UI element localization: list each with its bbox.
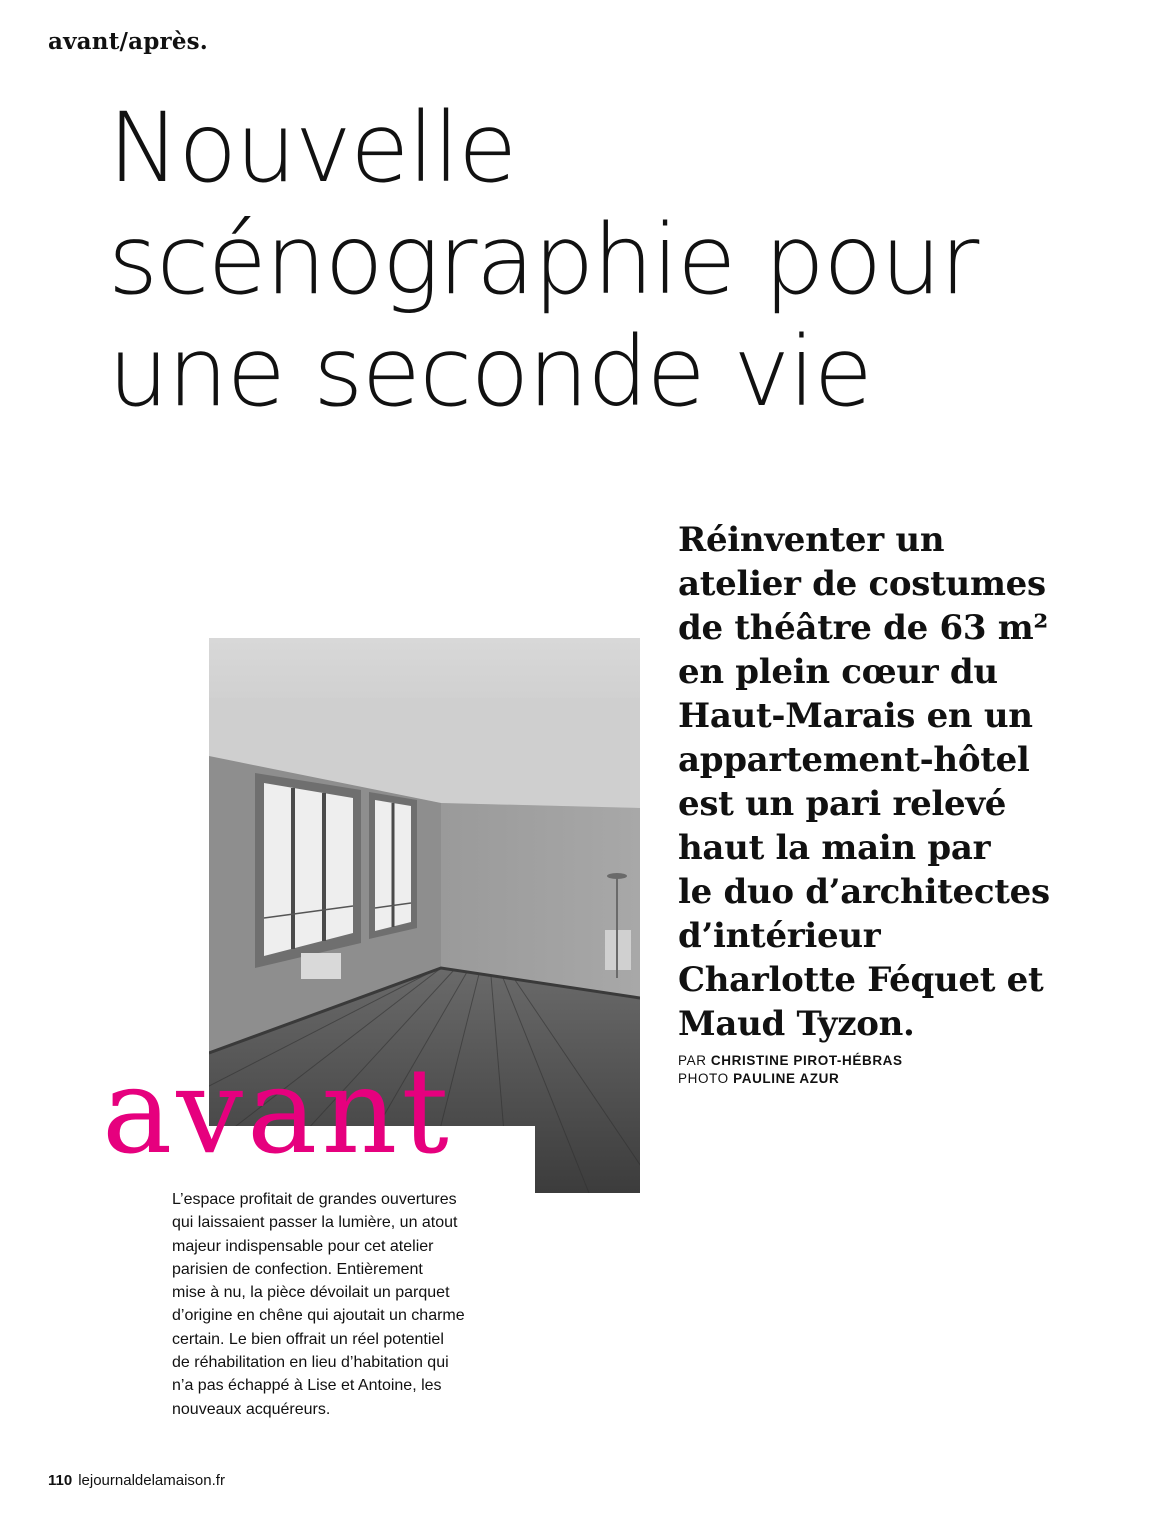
website-link[interactable]: lejournaldelamaison.fr <box>78 1472 225 1489</box>
caption-line: L’espace profitait de grandes ouvertures <box>172 1191 457 1208</box>
photo-caption <box>172 1188 522 1421</box>
caption-line: majeur indispensable pour cet atelier <box>172 1237 434 1255</box>
intro-line: est un pari relevé <box>678 784 1007 824</box>
caption-line: parisien de confection. Entièrement <box>172 1260 423 1278</box>
photographer-name: PAULINE AZUR <box>733 1071 840 1086</box>
intro-line: le duo d’architectes <box>678 872 1050 912</box>
byline <box>678 1052 903 1088</box>
caption-line: mise à nu, la pièce dévoilait un parquet <box>172 1284 450 1302</box>
caption-line: certain. Le bien offrait un réel potentiel <box>172 1330 444 1348</box>
photo-label: PHOTO <box>678 1071 729 1086</box>
intro-line: Réinventer un <box>678 520 945 560</box>
intro-line: de théâtre de 63 m² <box>678 608 1048 648</box>
intro-line: Maud Tyzon. <box>678 1004 915 1044</box>
intro-line: atelier de costumes <box>678 564 1046 604</box>
section-rubric: avant/après. <box>48 28 209 55</box>
caption-line: nouveaux acquéreurs. <box>172 1400 331 1418</box>
avant-label: avant <box>102 1042 453 1180</box>
author-label: PAR <box>678 1053 707 1068</box>
intro-line: Haut-Marais en un <box>678 696 1033 736</box>
page-footer <box>48 1472 225 1489</box>
caption-line: de réhabilitation en lieu d’habitation qui <box>172 1354 449 1372</box>
intro-line: en plein cœur du <box>678 652 998 692</box>
intro-line: appartement-hôtel <box>678 740 1030 780</box>
caption-line: qui laissaient passer la lumière, un atout <box>172 1214 458 1232</box>
intro-paragraph <box>678 518 1158 1046</box>
caption-line: d’origine en chêne qui ajoutait un charme <box>172 1307 465 1325</box>
author-credit <box>678 1052 903 1070</box>
headline-line: scénographie pour <box>108 204 978 316</box>
photo-credit <box>678 1070 903 1088</box>
page-headline <box>108 92 1148 428</box>
headline-line: une seconde vie <box>108 316 872 428</box>
intro-line: haut la main par <box>678 828 991 868</box>
headline-line: Nouvelle <box>108 92 516 204</box>
intro-line: d’intérieur <box>678 916 881 956</box>
author-name: CHRISTINE PIROT-HÉBRAS <box>710 1053 903 1068</box>
intro-line: Charlotte Féquet et <box>678 960 1044 1000</box>
page-number: 110 <box>48 1472 73 1489</box>
caption-line: n’a pas échappé à Lise et Antoine, les <box>172 1377 442 1395</box>
